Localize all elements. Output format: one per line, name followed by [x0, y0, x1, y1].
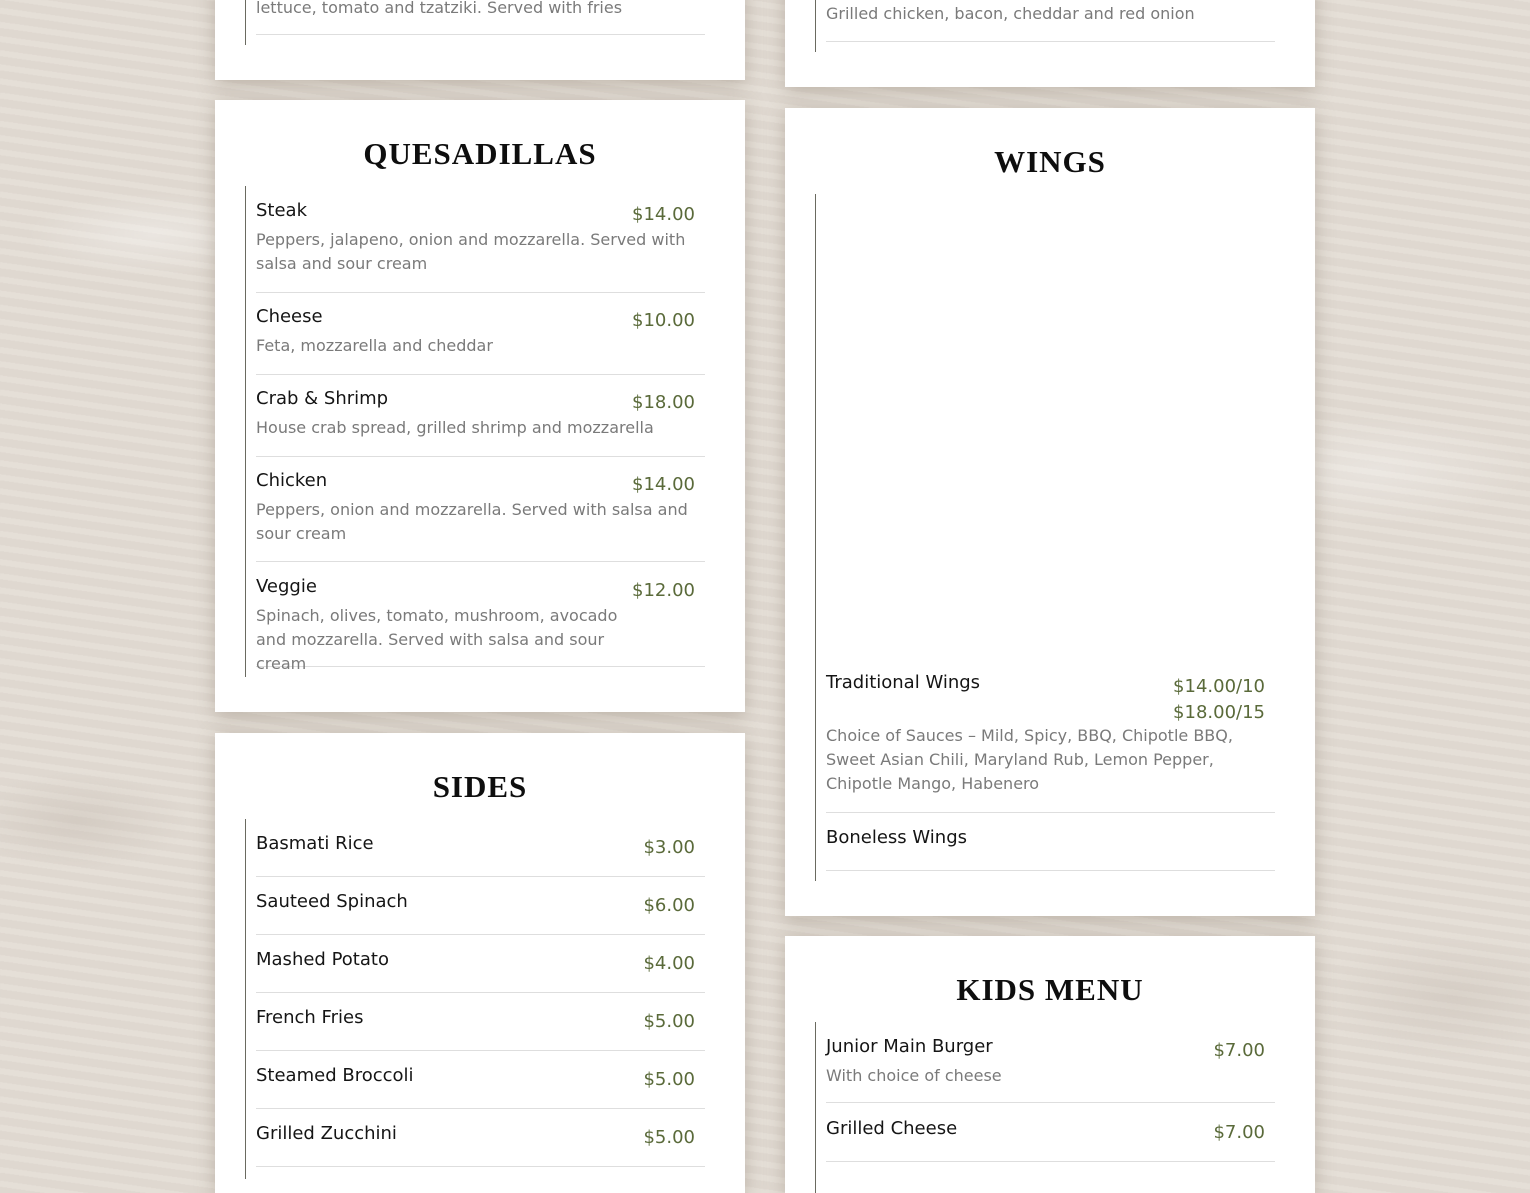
item-name: Steak [256, 200, 308, 221]
item-price: $14.00 [632, 204, 695, 225]
menu-card-quesadillas [215, 100, 745, 712]
item-price: $14.00 [632, 474, 695, 495]
item-description: Peppers, onion and mozzarella. Served with salsa and sour cream [256, 500, 688, 543]
item-description: lettuce, tomato and tzatziki. Served with fries [256, 0, 623, 17]
menu-item [826, 827, 1275, 871]
menu-item [256, 1123, 705, 1167]
item-name: Mashed Potato [256, 949, 389, 970]
item-price: $7.00 [1213, 1122, 1265, 1143]
menu-card-top-right [785, 0, 1315, 87]
menu-item [256, 1065, 705, 1109]
menu-item [256, 0, 705, 35]
price-15-pieces: $18.00/15 [1173, 702, 1265, 723]
item-description: Spinach, olives, tomato, mushroom, avocado and mozzarella. Served with salsa and sour cream [256, 606, 618, 673]
menu-item [256, 833, 705, 877]
item-description: Choice of Sauces – Mild, Spicy, BBQ, Chipotle BBQ, Sweet Asian Chili, Maryland Rub, Lemon Pepper, Chipotle Mango, Habenero [826, 726, 1233, 793]
item-price: $3.00 [643, 837, 695, 858]
item-name: Cheese [256, 306, 323, 327]
item-description: Grilled chicken, bacon, cheddar and red onion [826, 4, 1195, 23]
section-title: QUESADILLAS [363, 136, 597, 171]
menu-item [256, 200, 705, 293]
item-price [1173, 674, 1265, 726]
item-name: Grilled Cheese [826, 1118, 958, 1139]
item-name: Junior Main Burger [826, 1036, 993, 1057]
menu-item [826, 0, 1275, 42]
item-price: $5.00 [643, 1069, 695, 1090]
item-name: Sauteed Spinach [256, 891, 408, 912]
item-name: Steamed Broccoli [256, 1065, 414, 1086]
section-title: WINGS [994, 144, 1106, 179]
item-description: House crab spread, grilled shrimp and mozzarella [256, 418, 654, 437]
item-name: Chicken [256, 470, 328, 491]
menu-item [826, 1118, 1275, 1162]
price-10-pieces: $14.00/10 [1173, 676, 1265, 697]
item-description: With choice of cheese [826, 1066, 1002, 1085]
menu-card-kids-menu [785, 936, 1315, 1193]
section-title: KIDS MENU [956, 972, 1144, 1007]
item-price: $4.00 [643, 953, 695, 974]
menu-item [256, 470, 705, 562]
item-price: $12.00 [632, 580, 695, 601]
item-name: Basmati Rice [256, 833, 374, 854]
item-name: Traditional Wings [826, 672, 981, 693]
item-name: French Fries [256, 1007, 364, 1028]
menu-list [815, 194, 1275, 881]
menu-list [245, 0, 705, 45]
menu-card-sides [215, 733, 745, 1193]
menu-card-wings [785, 108, 1315, 916]
menu-list [245, 819, 705, 1179]
item-price: $6.00 [643, 895, 695, 916]
item-price: $5.00 [643, 1127, 695, 1148]
item-name: Veggie [256, 576, 317, 597]
menu-item [256, 306, 705, 375]
item-name: Crab & Shrimp [256, 388, 389, 409]
item-price: $5.00 [643, 1011, 695, 1032]
menu-item [256, 1007, 705, 1051]
menu-item [256, 576, 705, 673]
menu-item [256, 388, 705, 457]
section-title: SIDES [432, 769, 528, 804]
menu-item [826, 1036, 1275, 1103]
menu-list [245, 186, 705, 677]
item-description: Feta, mozzarella and cheddar [256, 336, 493, 355]
menu-list [815, 0, 1275, 52]
menu-item [256, 949, 705, 993]
item-description: Peppers, jalapeno, onion and mozzarella. Served with salsa and sour cream [256, 230, 686, 273]
item-price: $18.00 [632, 392, 695, 413]
menu-card-top-left [215, 0, 745, 80]
item-name: Grilled Zucchini [256, 1123, 397, 1144]
menu-item [256, 891, 705, 935]
item-price: $7.00 [1213, 1040, 1265, 1061]
menu-list [815, 1022, 1275, 1193]
item-price: $10.00 [632, 310, 695, 331]
menu-item [826, 672, 1275, 813]
item-name: Boneless Wings [826, 827, 968, 848]
